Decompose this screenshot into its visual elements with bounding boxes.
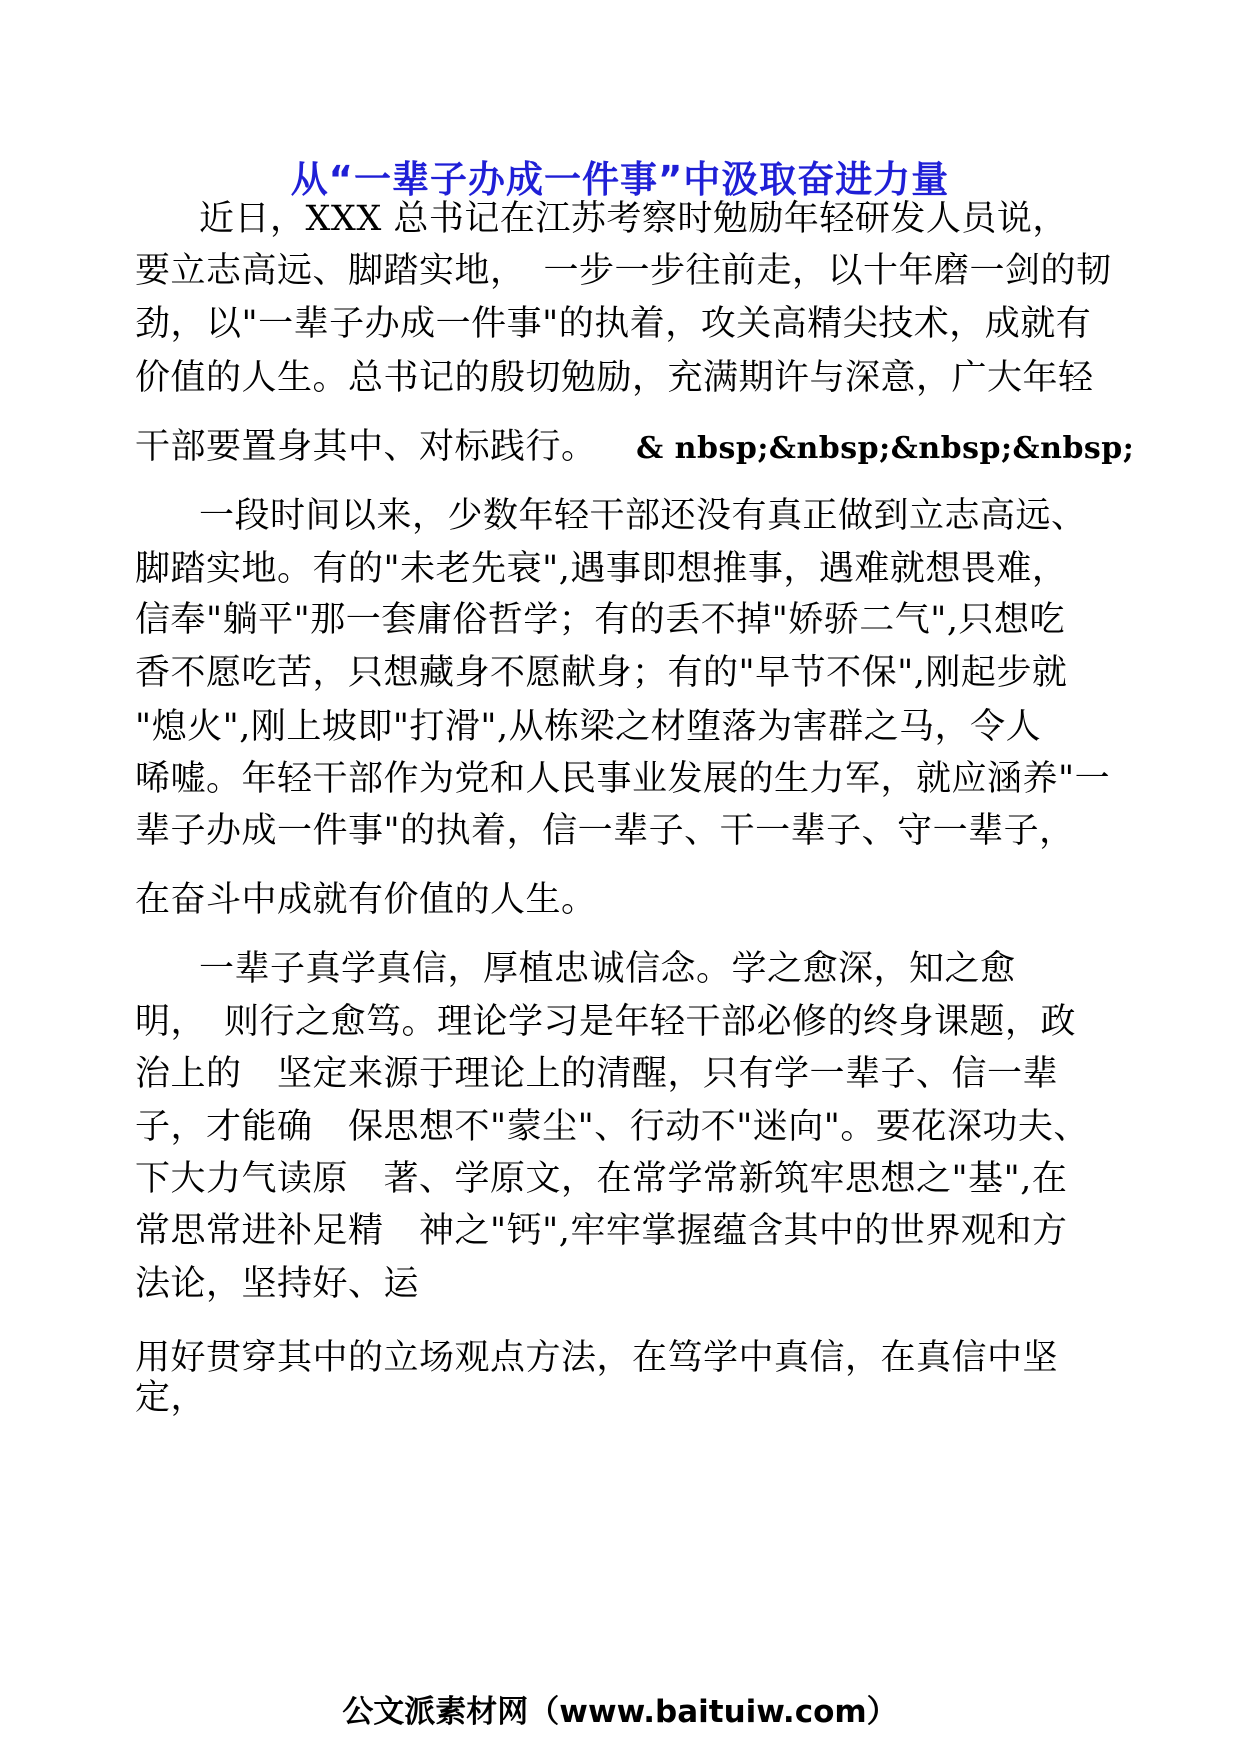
text-line: 治上的 坚定来源于理论上的清醒，只有学一辈子、信一辈 — [135, 1054, 1059, 1094]
text-line-with-entity — [135, 424, 1134, 472]
nbsp-artifact-text: & nbsp;&nbsp;&nbsp;&nbsp; — [636, 431, 1135, 466]
text-line: 脚踏实地。有的"未老先衰",遇事即想推事，遇难就想畏难， — [135, 549, 1068, 589]
text-line: 明， 则行之愈笃。理论学习是年轻干部必修的终身课题，政 — [135, 1002, 1077, 1042]
text-line: 劲，以"一辈子办成一件事"的执着，攻关高精尖技术，成就有 — [135, 304, 1092, 344]
text-line: 子，才能确 保思想不"蒙尘"、行动不"迷向"。要花深功夫、 — [135, 1107, 1089, 1147]
text-line: 近日，XXX 总书记在江苏考察时勉励年轻研发人员说， — [199, 199, 1068, 239]
text-line: 在奋斗中成就有价值的人生。 — [135, 880, 597, 920]
text-line: 下大力气读原 著、学原文，在常学常新筑牢思想之"基",在 — [135, 1159, 1068, 1199]
text-line: 要立志高远、脚踏实地， 一步一步往前走，以十年磨一剑的韧 — [135, 251, 1112, 291]
text-line: 一段时间以来，少数年轻干部还没有真正做到立志高远、 — [199, 496, 1087, 536]
footer-source: 公文派素材网（www.baituiw.com） — [342, 1694, 898, 1730]
text-line: 一辈子真学真信，厚植忠诚信念。学之愈深，知之愈 — [199, 949, 1016, 989]
text-line: 香不愿吃苦，只想藏身不愿献身；有的"早节不保",刚起步就 — [135, 653, 1068, 693]
text-fragment: 干部要置身其中、对标践行。 — [135, 427, 597, 467]
text-line: 辈子办成一件事"的执着，信一辈子、干一辈子、守一辈子， — [135, 811, 1075, 851]
text-line: 用好贯穿其中的立场观点方法，在笃学中真信，在真信中坚 — [135, 1338, 1059, 1378]
text-line: 唏嘘。年轻干部作为党和人民事业发展的生力军，就应涵养"一 — [135, 759, 1111, 799]
text-line: 法论，坚持好、运 — [135, 1264, 420, 1304]
document-title: 从“一辈子办成一件事”中汲取奋进力量 — [290, 158, 950, 201]
text-line: 信奉"躺平"那一套庸俗哲学；有的丢不掉"娇骄二气",只想吃 — [135, 600, 1066, 640]
text-line: 价值的人生。总书记的殷切勉励，充满期许与深意，广大年轻 — [135, 358, 1094, 398]
text-line: "熄火",刚上坡即"打滑",从栋梁之材堕落为害群之马，令人 — [135, 707, 1042, 747]
text-line: 常思常进补足精 神之"钙",牢牢掌握蕴含其中的世界观和方 — [135, 1211, 1068, 1251]
text-line: 定， — [135, 1378, 207, 1418]
